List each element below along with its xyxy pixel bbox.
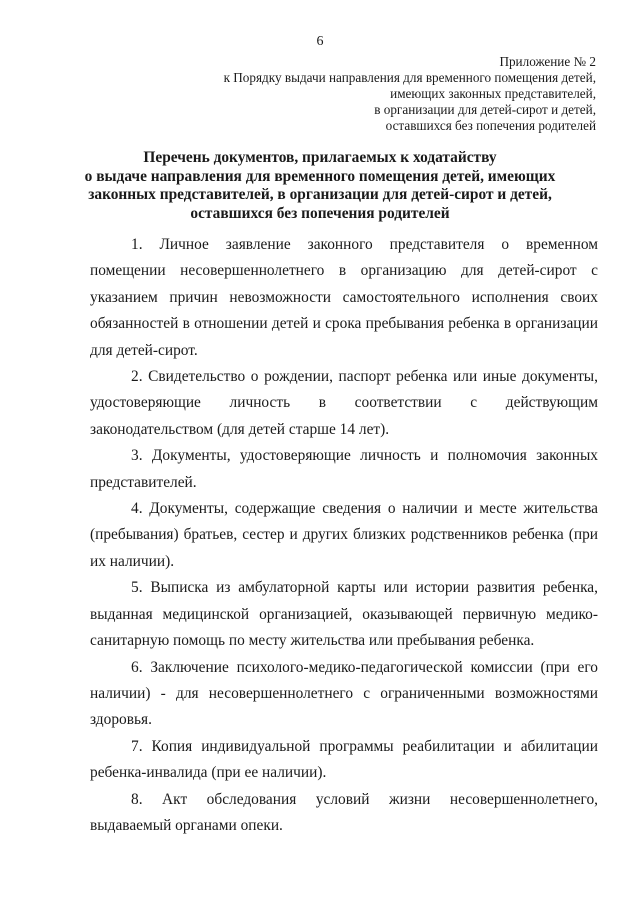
- list-item: 5. Выписка из амбулаторной карты или истории развития ребенка, выданная медицинской организацией, оказывающей первичную медико-санитарную помощь по месту жительства или пребывания ребенка.: [90, 579, 598, 650]
- title-line: законных представителей, в организации для детей-сирот и детей,: [88, 186, 552, 203]
- list-item: 1. Личное заявление законного представителя о временном помещении несовершеннолетнего в организацию для детей-сирот с указанием причин невозможности самостоятельного исполнения своих обязанностей в отношении детей и срока пребывания ребенка в организации для детей-сирот.: [90, 236, 598, 359]
- list-item: 7. Копия индивидуальной программы реабилитации и абилитации ребенка-инвалида (при ее наличии).: [90, 737, 598, 782]
- list-item: 8. Акт обследования условий жизни несовершеннолетнего, выдаваемый органами опеки.: [90, 790, 598, 834]
- appendix-line: имеющих законных представителей,: [390, 86, 596, 101]
- title-line: оставшихся без попечения родителей: [190, 204, 450, 222]
- appendix-line: к Порядку выдачи направления для временного помещения детей,: [223, 70, 596, 85]
- title-line: о выдаче направления для временного помещения детей, имеющих: [84, 167, 556, 185]
- list-item: 4. Документы, содержащие сведения о наличии и месте жительства (пребывания) братьев, сестер и других близких родственников ребенка (при их наличии).: [90, 500, 598, 570]
- list-item: 6. Заключение психолого-медико-педагогической комиссии (при его наличии) - для несовершеннолетнего с ограниченными возможностями здоровья.: [90, 658, 598, 729]
- document-list: [90, 232, 598, 839]
- appendix-line: в организации для детей-сирот и детей,: [374, 102, 596, 117]
- document-title: [60, 149, 580, 223]
- appendix-line: оставшихся без попечения родителей: [385, 118, 596, 133]
- list-item: 2. Свидетельство о рождении, паспорт ребенка или иные документы, удостоверяющие личность в соответствии с действующим законодательством (для детей старше 14 лет).: [90, 368, 598, 438]
- appendix-line: Приложение № 2: [499, 54, 596, 69]
- title-line: Перечень документов, прилагаемых к ходатайству: [143, 149, 497, 166]
- appendix-header: [176, 54, 596, 134]
- page-number: 6: [316, 34, 324, 49]
- list-item: 3. Документы, удостоверяющие личность и полномочия законных представителей.: [90, 447, 598, 491]
